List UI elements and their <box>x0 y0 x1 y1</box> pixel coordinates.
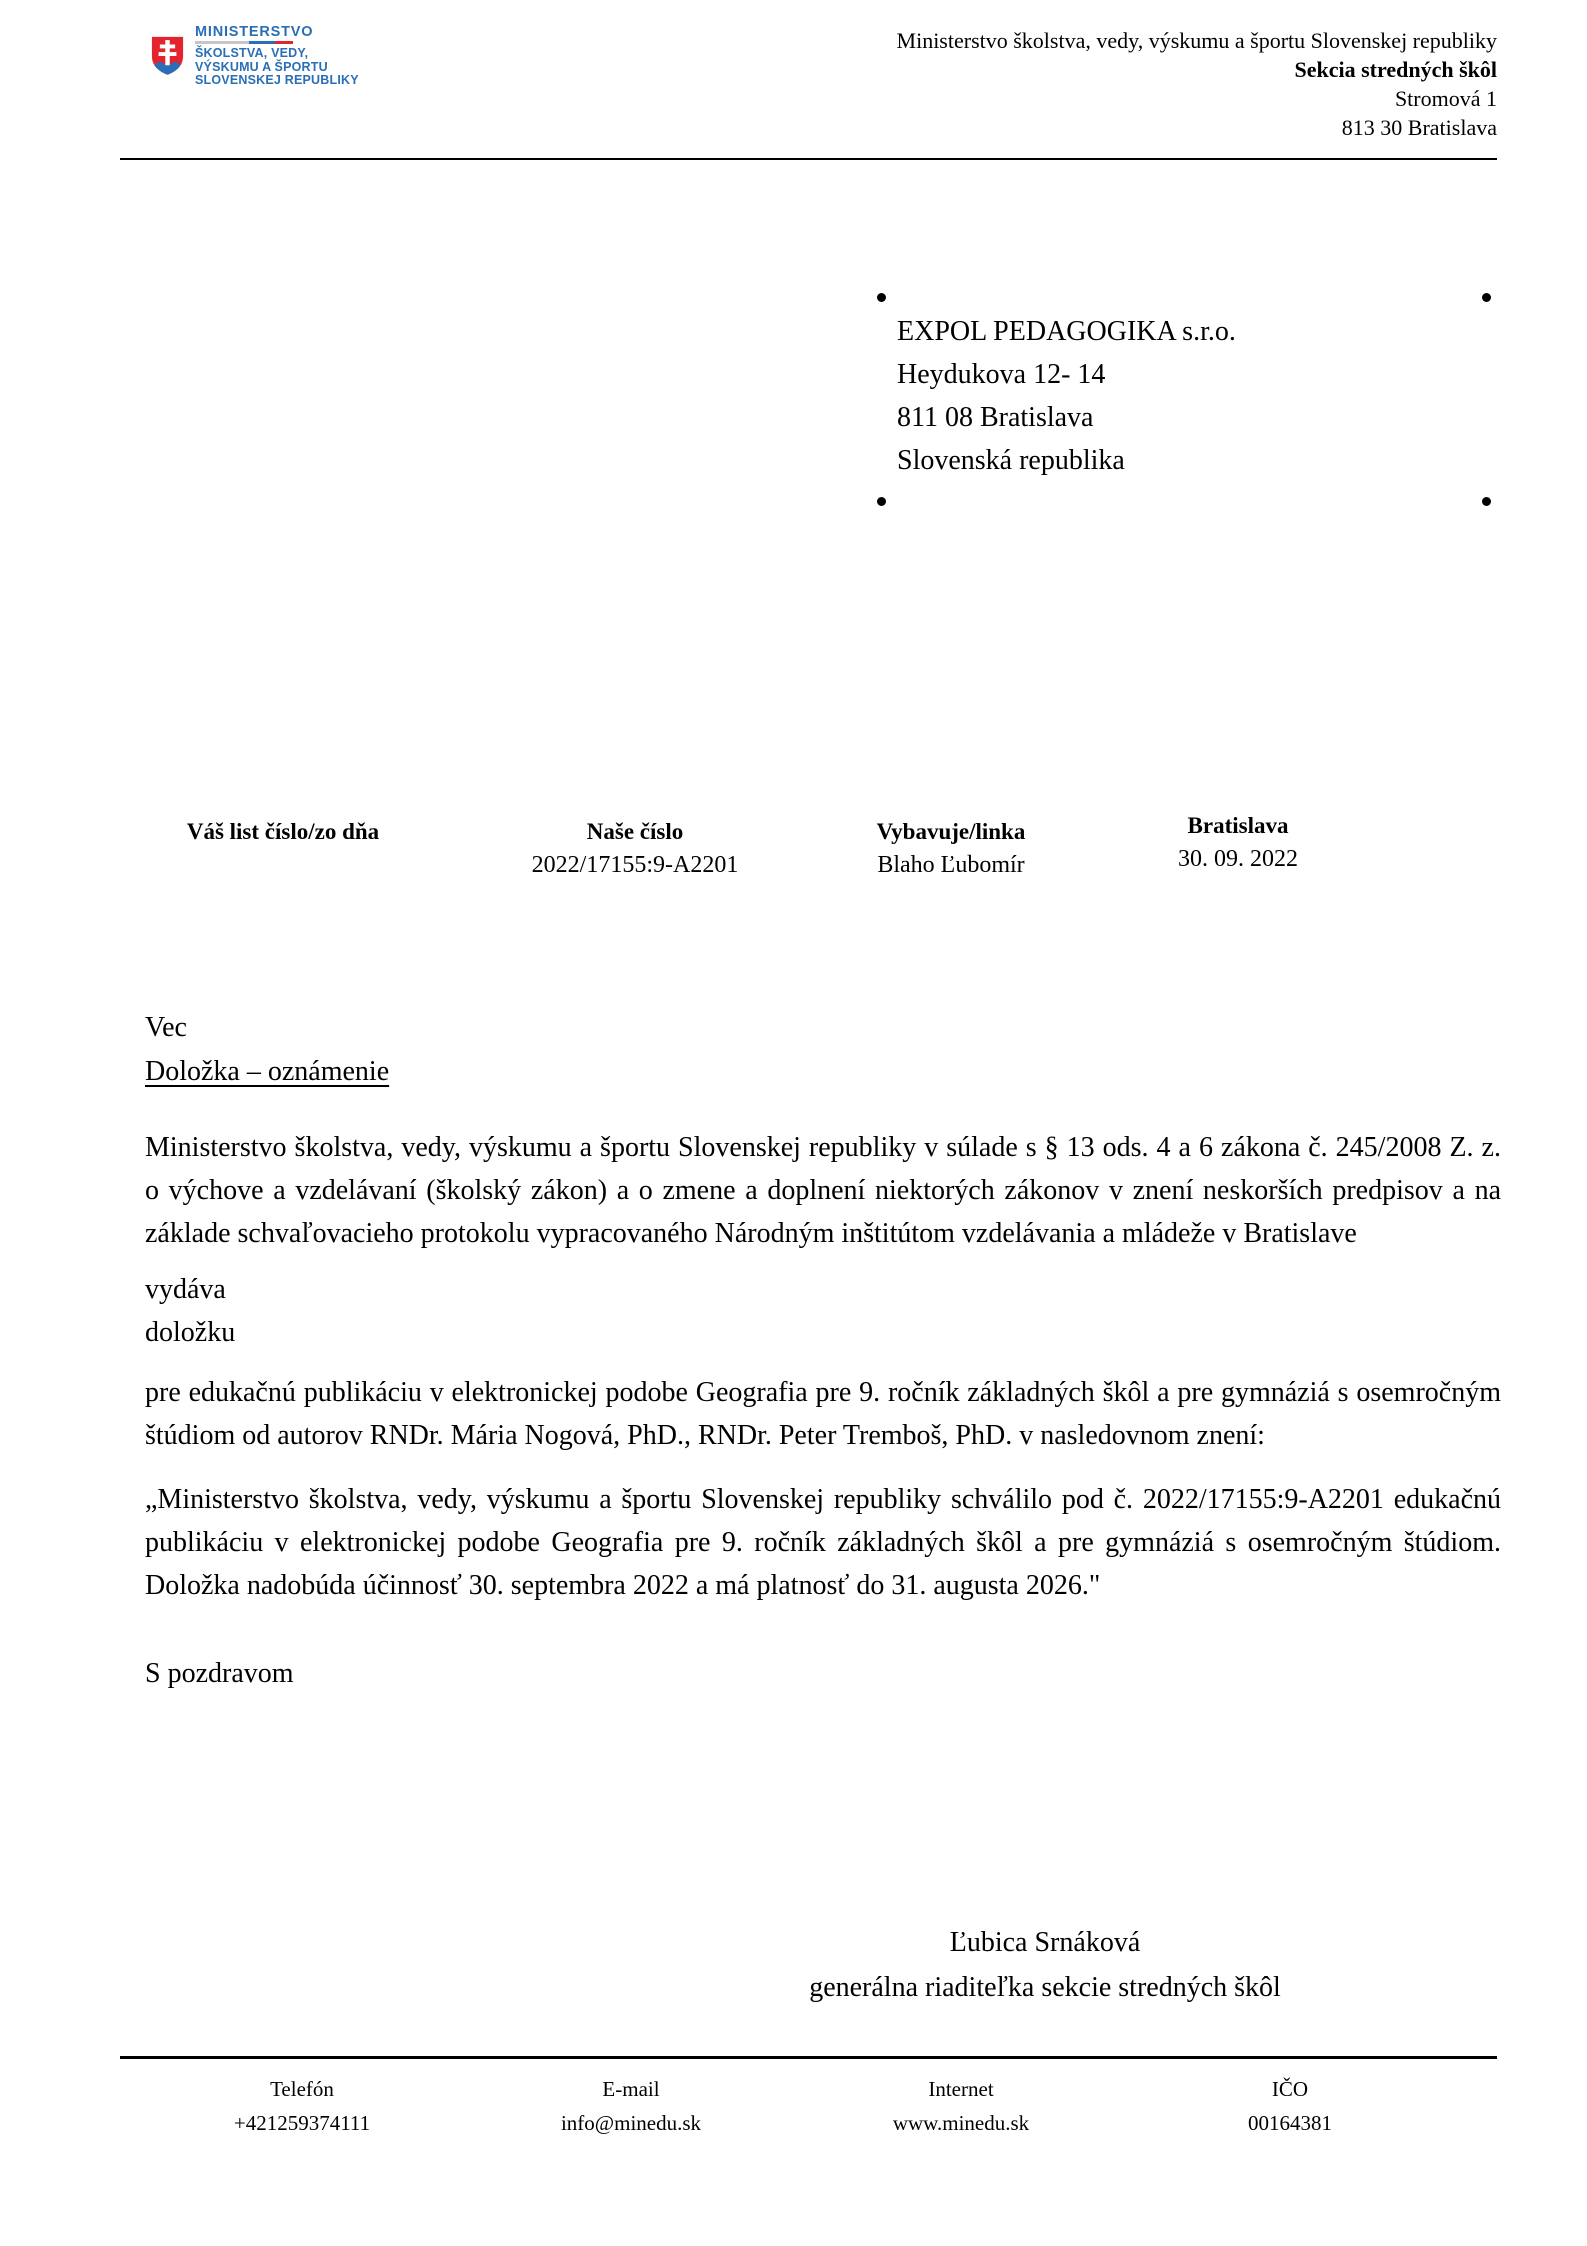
body-clause-word: doložku <box>145 1317 236 1348</box>
logo-line-ministerstvo: MINISTERSTVO <box>195 24 314 40</box>
subject-title: Doložka – oznámenie <box>145 1056 390 1087</box>
signature-title: generálna riaditeľka sekcie stredných škôl <box>809 1972 1281 2003</box>
recipient-city: 811 08 Bratislava <box>897 402 1094 433</box>
recipient-address <box>897 310 1236 482</box>
footer-value-internet: www.minedu.sk <box>892 2111 1030 2135</box>
subject-block <box>145 1006 389 1094</box>
footer-label-email: E-mail <box>602 2077 660 2101</box>
tricolor-blue-segment <box>249 41 275 44</box>
footer-label-phone: Telefón <box>270 2077 334 2101</box>
footer-label-ico: IČO <box>1271 2077 1309 2101</box>
address-window-bullet-bottom-left <box>877 497 886 506</box>
ref-column-place-date <box>1178 812 1298 873</box>
ref-label-place: Bratislava <box>1187 813 1289 838</box>
ref-value-our-number: 2022/17155:9-A2201 <box>531 852 739 878</box>
footer-divider-line <box>120 2056 1497 2059</box>
address-window-bullet-top-right <box>1482 293 1491 302</box>
ref-label-our-number: Naše číslo <box>586 819 684 844</box>
logo-line-slovenskej: SLOVENSKEJ REPUBLIKY <box>195 73 359 87</box>
signature-name: Ľubica Srnáková <box>949 1927 1141 1958</box>
signature-block <box>809 1920 1281 2010</box>
sender-org-line: Ministerstvo školstva, vedy, výskumu a športu Slovenskej republiky <box>896 28 1497 53</box>
recipient-street: Heydukova 12- 14 <box>897 359 1106 390</box>
sender-street: Stromová 1 <box>1394 86 1497 111</box>
body-paragraph-legal-basis: Ministerstvo školstva, vedy, výskumu a športu Slovenskej republiky v súlade s § 13 ods. 4 a 6 zákona č. 245/2008 Z. z. o výchove a vzdelávaní (školský zákon) a o zmene a doplnení niektorých zákonov v znení neskorších predpisov a na základe schvaľovacieho protokolu vypracovaného Národným inštitútom vzdelávania a mládeže v Bratislave <box>145 1132 1501 1249</box>
slovak-coat-of-arms-icon <box>150 24 185 88</box>
ref-value-handler: Blaho Ľubomír <box>877 852 1025 878</box>
logo-line-skolstva: ŠKOLSTVA, VEDY, <box>195 46 309 60</box>
sender-section-line: Sekcia stredných škôl <box>1294 57 1497 82</box>
ref-column-your-letter <box>187 818 379 851</box>
body-issues-word: vydáva <box>145 1274 226 1305</box>
address-window-bullet-top-left <box>877 293 886 302</box>
sender-header <box>897 26 1497 142</box>
ministry-logo <box>150 24 359 88</box>
body-paragraph-quote: „Ministerstvo školstva, vedy, výskumu a športu Slovenskej republiky schválilo pod č. 2022/17155:9-A2201 edukačnú publikáciu v elektronickej podobe Geografia pre 9. ročník základných škôl a pre gymnáziá s osemročným štúdiom. Doložka nadobúda účinnosť 30. septembra 2022 a má platnosť do 31. augusta 2026." <box>145 1484 1501 1601</box>
footer-value-phone: +421259374111 <box>233 2111 371 2135</box>
subject-label: Vec <box>145 1012 187 1043</box>
logo-tricolor-divider <box>195 41 293 44</box>
ref-label-your-letter: Váš list číslo/zo dňa <box>186 819 380 844</box>
sender-city: 813 30 Bratislava <box>1341 115 1497 140</box>
logo-line-vyskumu: VÝSKUMU A ŠPORTU <box>195 59 328 74</box>
body-paragraph-publication: pre edukačnú publikáciu v elektronickej podobe Geografia pre 9. ročník základných škôl a pre gymnáziá s osemročným štúdiom od autorov RNDr. Mária Nogová, PhD., RNDr. Peter Tremboš, PhD. v nasledovnom znení: <box>145 1377 1501 1451</box>
footer-column-email <box>561 2076 701 2136</box>
body-issues-block <box>145 1268 235 1354</box>
address-window-bullet-bottom-right <box>1482 497 1491 506</box>
tricolor-white-segment <box>195 41 249 44</box>
ministry-logo-text <box>195 24 359 88</box>
footer-column-ico <box>1248 2076 1332 2136</box>
ref-column-handler <box>877 818 1026 879</box>
recipient-name: EXPOL PEDAGOGIKA s.r.o. <box>897 316 1236 347</box>
footer-column-phone <box>234 2076 370 2136</box>
recipient-country: Slovenská republika <box>897 445 1125 476</box>
ref-label-handler: Vybavuje/linka <box>876 819 1026 844</box>
ref-column-our-number <box>532 818 739 879</box>
footer-label-internet: Internet <box>928 2077 994 2101</box>
closing-salutation: S pozdravom <box>145 1658 294 1689</box>
tricolor-red-segment <box>275 41 293 44</box>
ref-value-date: 30. 09. 2022 <box>1178 846 1298 872</box>
header-divider-line <box>120 158 1497 160</box>
footer-value-email: info@minedu.sk <box>560 2111 702 2135</box>
footer-column-internet <box>893 2076 1029 2136</box>
footer-value-ico: 00164381 <box>1248 2111 1332 2135</box>
